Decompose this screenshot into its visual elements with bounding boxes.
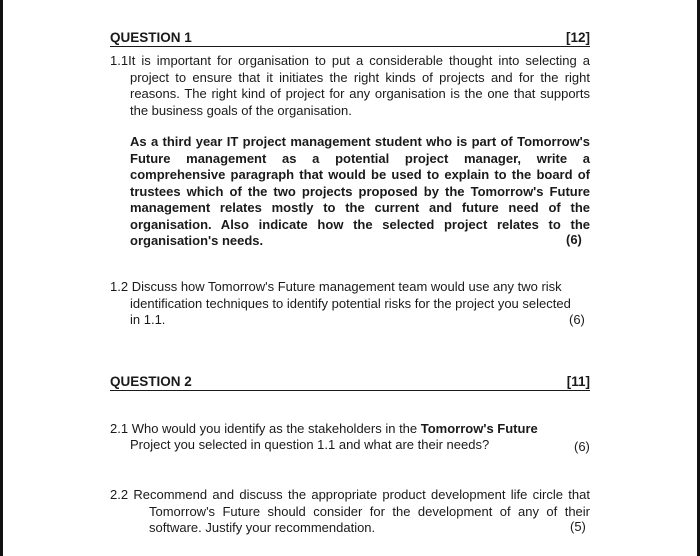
question-2-1-marks: (6) xyxy=(574,439,590,454)
question-2-1-text xyxy=(110,421,585,438)
question-1-2-body: Discuss how Tomorrow's Future management team would use any two risk identification techniques to identify potential risks for the project you selected in 1.1. xyxy=(130,279,571,327)
question-1-2-number: 1.2 xyxy=(110,279,129,294)
question-2-1-text-line2 xyxy=(130,437,550,454)
question-1-2-marks: (6) xyxy=(569,312,585,327)
question-1-marks: [12] xyxy=(565,30,590,45)
question-1-2-text xyxy=(110,279,580,329)
question-1-1-text xyxy=(110,53,590,119)
question-1-1-body: It is important for organisation to put a considerable thought into selecting a project to ensure that it initiates the right kinds of projects and for the right reasons. The right kind of project for any organisation is the one that supports the business goals of the organisation. xyxy=(128,53,590,118)
question-2-1-body-bold: Tomorrow's Future xyxy=(420,421,538,436)
question-1-title: QUESTION 1 xyxy=(110,30,192,45)
question-2-2-number: 2.2 xyxy=(110,487,129,502)
question-2-1-number: 2.1 xyxy=(110,421,129,436)
question-1-1-task xyxy=(130,134,590,250)
question-1-1-marks: (6) xyxy=(566,232,582,247)
question-2-1-body-a: Who would you identify as the stakeholders in the xyxy=(131,421,421,436)
question-2-2-marks: (5) xyxy=(570,519,586,534)
question-1-heading xyxy=(110,30,590,47)
question-2-2-body: Recommend and discuss the appropriate product development life circle that Tomorrow's Future should consider for the development of any of their software. Justify your recommendation. xyxy=(133,487,590,535)
question-2-1-body-b: Project you selected in question 1.1 and what are their needs? xyxy=(130,437,490,452)
question-2-title: QUESTION 2 xyxy=(110,374,192,389)
question-1-1-task-text: As a third year IT project management student who is part of Tomorrow's Future management as a potential project manager, write a comprehensive paragraph that would be used to explain to the board of trustees which of the two projects proposed by the Tomorrow's Future management relates mostly to the current and future need of the organisation. Also indicate how the selected project relates to the organisation's needs. xyxy=(130,134,590,248)
question-2-heading xyxy=(110,374,590,391)
question-2-marks: [11] xyxy=(566,374,590,389)
question-2-2-text xyxy=(110,487,590,537)
question-1-1-number: 1.1 xyxy=(110,53,129,68)
